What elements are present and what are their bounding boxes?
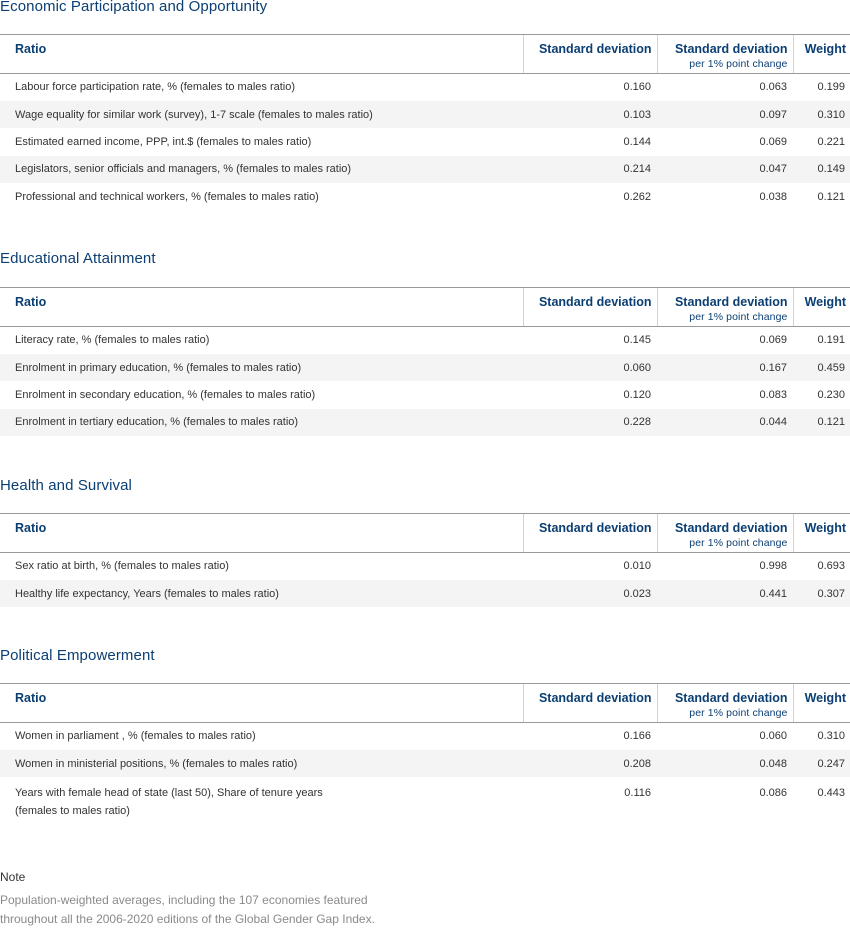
header-weight: Weight <box>793 288 850 327</box>
row-weight: 0.121 <box>817 190 845 203</box>
row-sd: 0.060 <box>623 361 651 374</box>
header-ratio: Ratio <box>0 288 523 327</box>
row-sd-change: 0.083 <box>759 388 787 401</box>
row-ratio: Women in parliament , % (females to males ratio) <box>15 730 256 743</box>
row-weight: 0.459 <box>817 361 845 374</box>
header-ratio: Ratio <box>0 684 523 723</box>
table-row <box>0 777 850 823</box>
row-weight: 0.230 <box>817 388 845 401</box>
header-ratio: Ratio <box>0 35 523 74</box>
row-ratio: Sex ratio at birth, % (females to males ratio) <box>15 560 229 573</box>
row-sd-change: 0.060 <box>759 730 787 743</box>
row-sd: 0.116 <box>624 787 651 800</box>
row-sd: 0.010 <box>623 560 651 573</box>
row-ratio: Years with female head of state (last 50), Share of tenure years (females to males ratio) <box>15 787 323 818</box>
header-sd: Standard deviation <box>523 684 657 723</box>
table-row <box>0 327 850 354</box>
header-sd: Standard deviation <box>523 514 657 553</box>
row-ratio: Professional and technical workers, % (females to males ratio) <box>15 190 319 203</box>
row-ratio: Legislators, senior officials and managers, % (females to males ratio) <box>15 163 352 176</box>
table-row <box>0 183 850 210</box>
row-sd: 0.144 <box>623 135 651 148</box>
row-ratio: Wage equality for similar work (survey), 1-7 scale (females to males ratio) <box>15 108 373 121</box>
row-sd-change: 0.047 <box>759 163 787 176</box>
row-sd: 0.023 <box>623 587 651 600</box>
header-weight: Weight <box>793 35 850 74</box>
row-sd-change: 0.048 <box>759 757 787 770</box>
row-sd-change: 0.044 <box>759 416 787 429</box>
row-sd: 0.103 <box>623 108 651 121</box>
row-sd: 0.262 <box>623 190 651 203</box>
row-sd: 0.160 <box>623 81 651 94</box>
table-row <box>0 101 850 128</box>
table-row <box>0 74 850 101</box>
header-ratio: Ratio <box>0 514 523 553</box>
row-sd-change: 0.097 <box>759 108 787 121</box>
section-title-educational: Educational Attainment <box>0 250 156 267</box>
row-weight: 0.310 <box>817 108 845 121</box>
header-sd: Standard deviation <box>523 35 657 74</box>
row-weight: 0.307 <box>817 587 845 600</box>
header-sd-change: Standard deviation per 1% point change <box>657 35 793 74</box>
row-ratio: Enrolment in secondary education, % (females to males ratio) <box>15 388 316 401</box>
table-row <box>0 354 850 381</box>
row-weight: 0.191 <box>817 334 845 347</box>
header-sd: Standard deviation <box>523 288 657 327</box>
political-table <box>0 683 850 823</box>
row-ratio: Enrolment in tertiary education, % (females to males ratio) <box>15 416 299 429</box>
row-ratio: Healthy life expectancy, Years (females to males ratio) <box>15 587 279 600</box>
table-header-row <box>0 514 850 553</box>
table-row <box>0 723 850 750</box>
row-sd-change: 0.063 <box>759 81 787 94</box>
row-weight: 0.443 <box>817 787 845 800</box>
table-row <box>0 580 850 607</box>
section-title-political: Political Empowerment <box>0 647 155 664</box>
row-ratio: Labour force participation rate, % (females to males ratio) <box>15 81 296 94</box>
table-header-row <box>0 288 850 327</box>
row-ratio: Literacy rate, % (females to males ratio) <box>15 334 210 347</box>
table-header-row <box>0 684 850 723</box>
row-weight: 0.199 <box>817 81 845 94</box>
row-sd-change: 0.069 <box>759 135 787 148</box>
table-row <box>0 128 850 155</box>
row-sd-change: 0.441 <box>759 587 787 600</box>
table-row <box>0 381 850 408</box>
section-title-health: Health and Survival <box>0 477 132 494</box>
row-sd-change: 0.086 <box>759 787 787 800</box>
section-title-economic: Economic Participation and Opportunity <box>0 0 268 15</box>
row-ratio: Women in ministerial positions, % (females to males ratio) <box>15 757 298 770</box>
table-header-row <box>0 35 850 74</box>
row-sd-change: 0.998 <box>759 560 787 573</box>
educational-table <box>0 287 850 436</box>
table-row <box>0 553 850 580</box>
row-weight: 0.149 <box>817 163 845 176</box>
header-sd-change: Standard deviation per 1% point change <box>657 684 793 723</box>
row-sd: 0.208 <box>623 757 651 770</box>
header-sd-change: Standard deviation per 1% point change <box>657 288 793 327</box>
header-sd-change: Standard deviation per 1% point change <box>657 514 793 553</box>
row-sd-change: 0.167 <box>759 361 787 374</box>
header-weight: Weight <box>793 684 850 723</box>
note-title: Note <box>0 870 26 884</box>
row-sd: 0.166 <box>623 730 651 743</box>
table-row <box>0 409 850 436</box>
note-text: Population-weighted averages, including the 107 economies featured throughout all the 2006-2020 editions of the Global Gender Gap Index. <box>0 893 375 926</box>
health-table <box>0 513 850 607</box>
row-weight: 0.121 <box>817 416 845 429</box>
row-ratio: Estimated earned income, PPP, int.$ (females to males ratio) <box>15 135 312 148</box>
economic-table <box>0 34 850 210</box>
row-weight: 0.693 <box>817 560 845 573</box>
row-sd: 0.214 <box>623 163 651 176</box>
row-weight: 0.221 <box>817 135 845 148</box>
row-weight: 0.247 <box>817 757 845 770</box>
table-row <box>0 156 850 183</box>
row-sd: 0.145 <box>623 334 651 347</box>
row-ratio: Enrolment in primary education, % (females to males ratio) <box>15 361 302 374</box>
table-row <box>0 750 850 777</box>
row-sd-change: 0.038 <box>759 190 787 203</box>
row-sd-change: 0.069 <box>759 334 787 347</box>
row-sd: 0.228 <box>623 416 651 429</box>
header-weight: Weight <box>793 514 850 553</box>
row-sd: 0.120 <box>623 388 651 401</box>
row-weight: 0.310 <box>817 730 845 743</box>
